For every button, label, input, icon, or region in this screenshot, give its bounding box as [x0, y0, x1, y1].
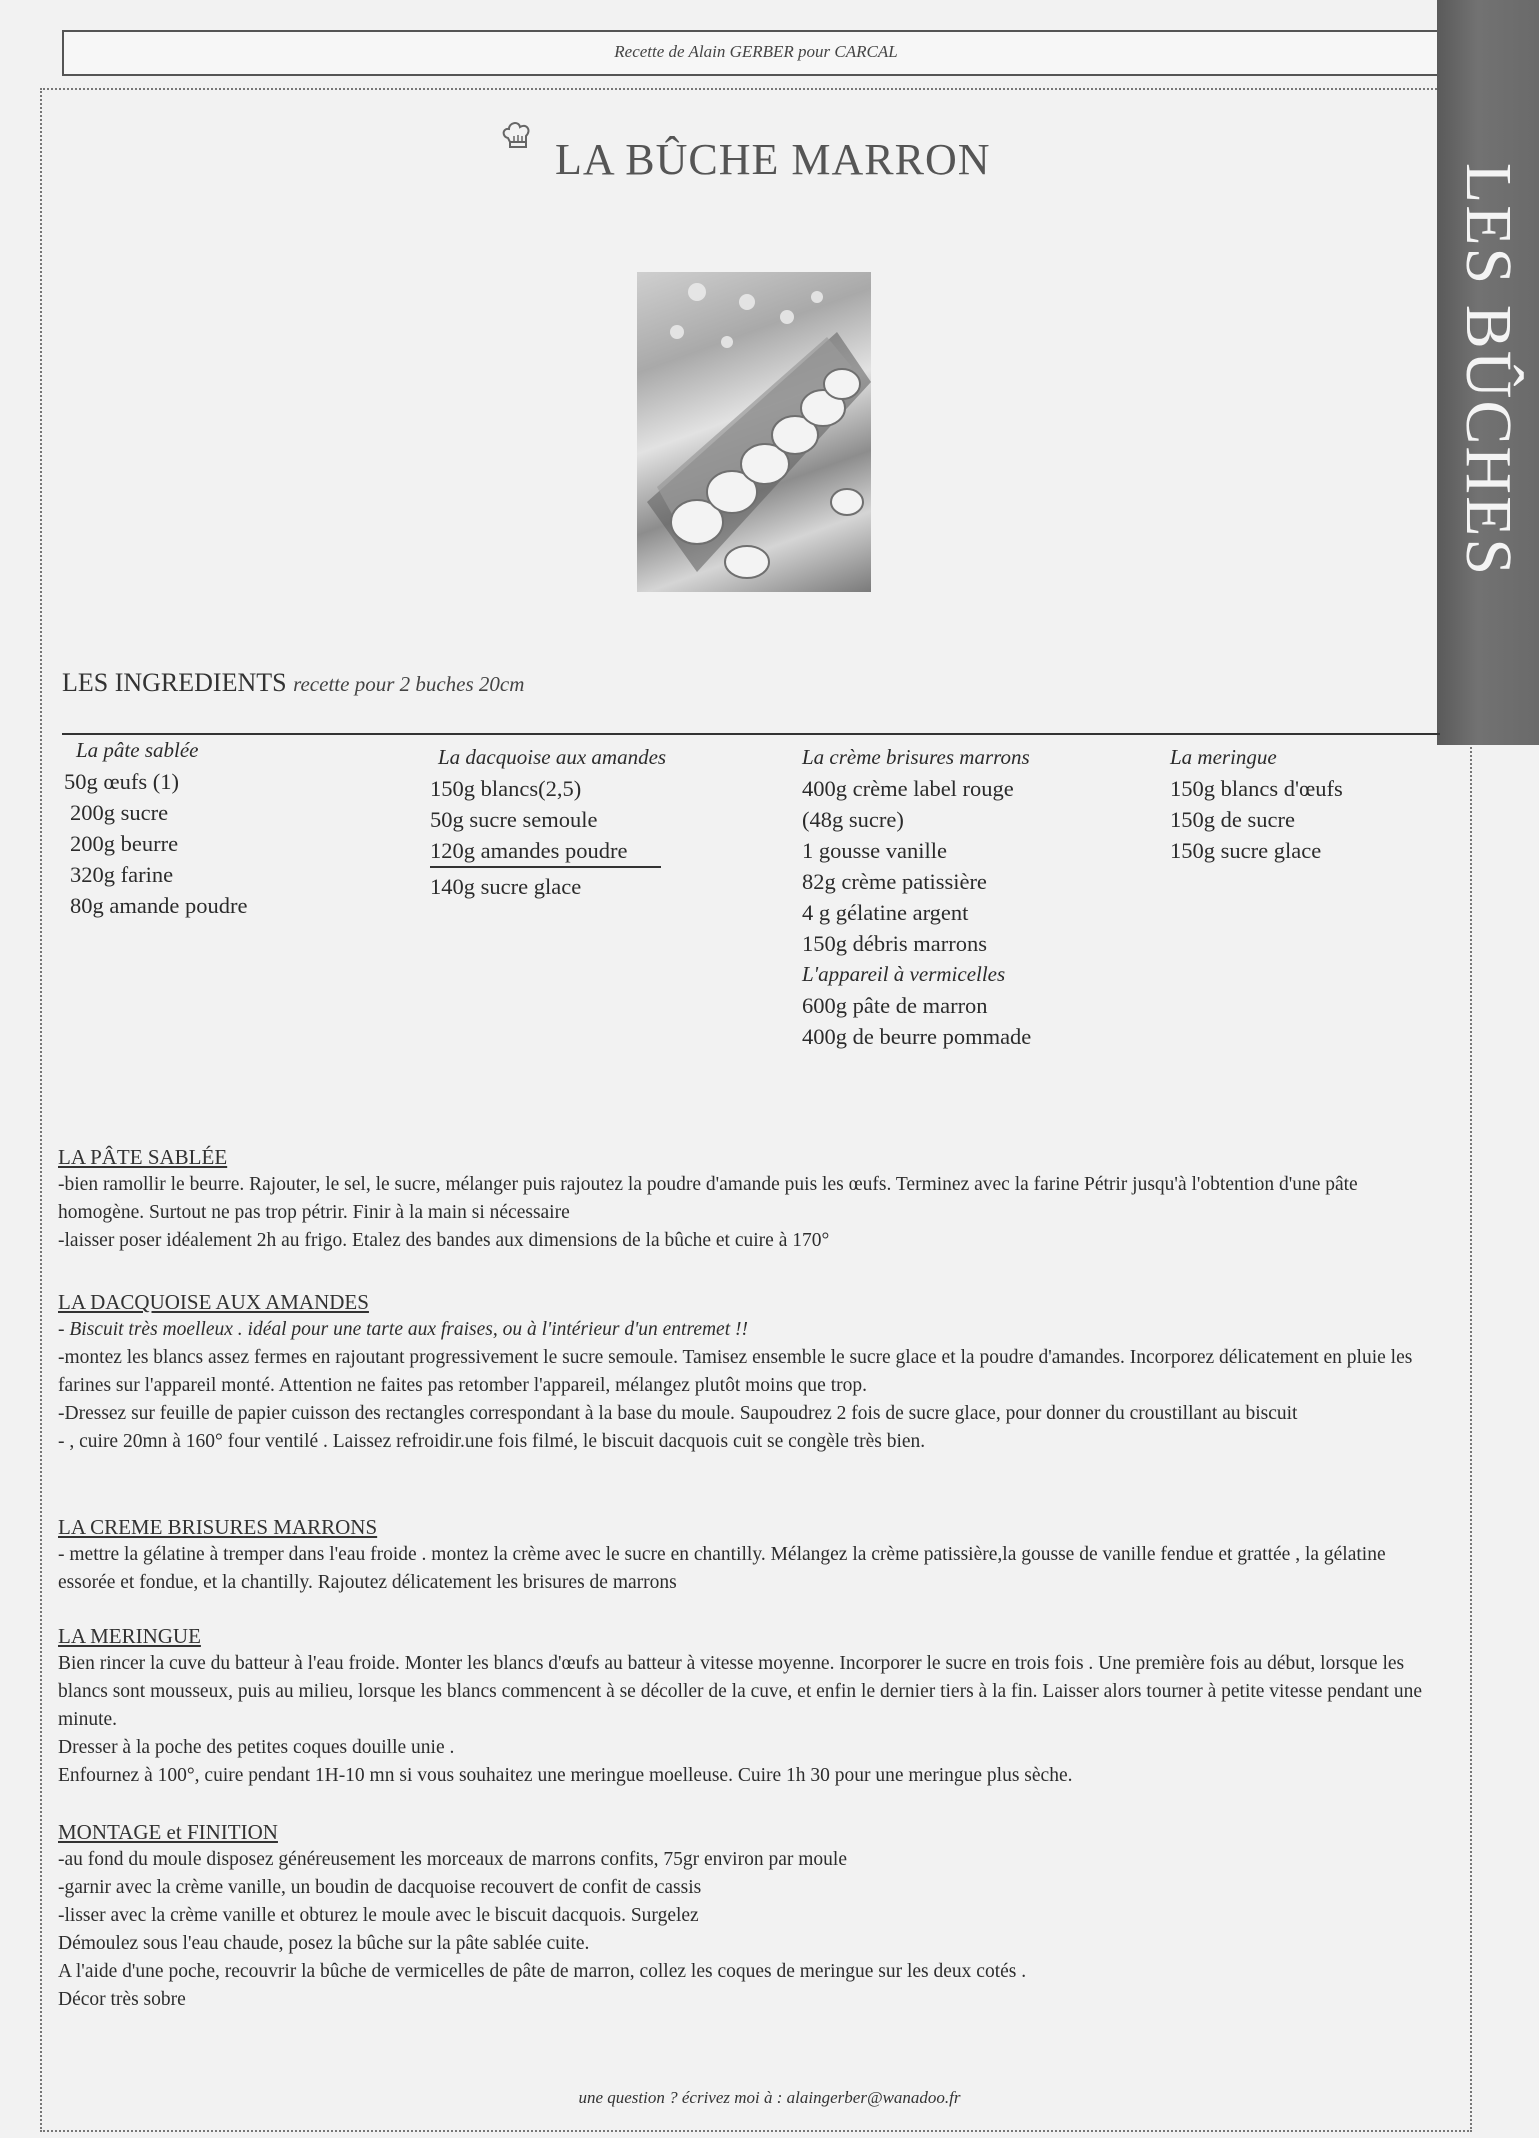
ingredient-item: 80g amande poudre: [70, 893, 248, 918]
section-line: Enfournez à 100°, cuire pendant 1H-10 mn si vous souhaitez une meringue moelleuse. Cuire 1h 30 pour une meringue plus sèche.: [58, 1765, 1073, 1786]
section-line: -au fond du moule disposez généreusement les morceaux de marrons confits, 75gr environ par moule: [58, 1849, 847, 1870]
section-line: -montez les blancs assez fermes en rajoutant progressivement le sucre semoule. Tamisez ensemble le sucre glace et la poudre d'amandes. Incorporez délicatement en pluie les farines sur l'appareil monté. Attention ne faites pas retomber l'appareil, mélangez plutôt moins que trop.: [58, 1347, 1413, 1396]
section-line: Démoulez sous l'eau chaude, posez la bûche sur la pâte sablée cuite.: [58, 1933, 590, 1954]
ingredient-item: 4 g gélatine argent: [802, 900, 969, 925]
section-line: -Dressez sur feuille de papier cuisson des rectangles correspondant à la base du moule. Saupoudrez 2 fois de sucre glace, pour donner du croustillant au biscuit: [58, 1403, 1298, 1424]
ingredient-item: 150g blancs(2,5): [430, 776, 582, 801]
section-line: - mettre la gélatine à tremper dans l'eau froide . montez la crème avec le sucre en chantilly. Mélangez la crème patissière,la gousse de vanille fendue et grattée , la gélatine essorée et fondue, et la chantilly. Rajoutez délicatement les brisures de marrons: [58, 1544, 1386, 1593]
column-title: La pâte sablée: [76, 738, 199, 762]
ingredient-item: 400g crème label rouge: [802, 776, 1014, 801]
section-line: Bien rincer la cuve du batteur à l'eau froide. Monter les blancs d'œufs au batteur à vitesse moyenne. Incorporer le sucre en trois fois . Une première fois au début, lorsque les blancs sont mousseux, puis au milieu, lorsque les blancs commencent à se décoller de la cuve, et enfin le dernier tiers à la fin. Laisser alors tourner à petite vitesse pendant une minute.: [58, 1653, 1423, 1730]
ingredient-item: 200g sucre: [70, 800, 169, 825]
header-text: Recette de Alain GERBER pour CARCAL: [614, 42, 898, 61]
section-montage: [58, 1818, 1438, 2014]
page-title: LA BÛCHE MARRON: [555, 135, 991, 184]
ingredient-item: 320g farine: [70, 862, 174, 887]
ingredient-item: 82g crème patissière: [802, 869, 987, 894]
section-meringue: [58, 1622, 1438, 1790]
section-line: - , cuire 20mn à 160° four ventilé . Laissez refroidir.une fois filmé, le biscuit dacquois cuit se congèle très bien.: [58, 1431, 926, 1452]
section-heading: LA MERINGUE: [58, 1624, 201, 1648]
section-line: -laisser poser idéalement 2h au frigo. Etalez des bandes aux dimensions de la bûche et cuire à 170°: [58, 1230, 830, 1251]
ingredient-item: 150g de sucre: [1170, 807, 1295, 832]
ingredients-title: LES INGREDIENTS: [62, 668, 287, 697]
footer-contact: une question ? écrivez moi à : alaingerber@wanadoo.fr: [578, 2088, 961, 2107]
ingredients-subtitle: recette pour 2 buches 20cm: [293, 672, 525, 696]
ingredients-divider: [62, 733, 1440, 735]
chef-hat-icon: [500, 118, 534, 152]
section-line: Dresser à la poche des petites coques douille unie .: [58, 1737, 455, 1758]
ingredient-column-meringue: [1170, 742, 1343, 866]
section-line: A l'aide d'une poche, recouvrir la bûche de vermicelles de pâte de marron, collez les coques de meringue sur les deux cotés .: [58, 1961, 1027, 1982]
section-line: -lisser avec la crème vanille et obturez le moule avec le biscuit dacquois. Surgelez: [58, 1905, 699, 1926]
section-heading: LA CREME BRISURES MARRONS: [58, 1515, 378, 1539]
side-tab-label: LES BÛCHES: [1452, 162, 1525, 578]
ingredient-item: (48g sucre): [802, 807, 904, 832]
section-creme-marrons: [58, 1513, 1438, 1597]
ingredient-item: 120g amandes poudre: [430, 835, 661, 868]
ingredient-item: 140g sucre glace: [430, 874, 582, 899]
cake-photo: [637, 272, 871, 592]
ingredient-item: 400g de beurre pommade: [802, 1024, 1032, 1049]
section-heading: MONTAGE et FINITION: [58, 1820, 278, 1844]
ingredient-item: 600g pâte de marron: [802, 993, 988, 1018]
ingredient-item: 150g débris marrons: [802, 931, 987, 956]
section-line: Décor très sobre: [58, 1989, 186, 2010]
section-pate-sablee: [58, 1143, 1438, 1255]
section-heading: LA PÂTE SABLÉE: [58, 1145, 228, 1169]
section-intro: - Biscuit très moelleux . idéal pour une tarte aux fraises, ou à l'intérieur d'un entremet !!: [58, 1319, 748, 1340]
section-dacquoise: [58, 1288, 1438, 1456]
column-title: La crème brisures marrons: [802, 745, 1030, 769]
ingredients-heading: [62, 668, 524, 698]
column-title: La dacquoise aux amandes: [438, 745, 667, 769]
ingredient-item: 50g sucre semoule: [430, 807, 598, 832]
section-line: -bien ramollir le beurre. Rajouter, le sel, le sucre, mélanger puis rajoutez la poudre d'amande puis les œufs. Terminez avec la farine Pétrir jusqu'à l'obtention d'une pâte homogène. Surtout ne pas trop pétrir. Finir à la main si nécessaire: [58, 1174, 1358, 1223]
column-subtitle: L'appareil à vermicelles: [802, 962, 1006, 986]
ingredient-item: 150g sucre glace: [1170, 838, 1322, 863]
ingredient-item: 1 gousse vanille: [802, 838, 947, 863]
ingredient-item: 150g blancs d'œufs: [1170, 776, 1343, 801]
ingredient-column-dacquoise: [430, 742, 666, 902]
section-line: -garnir avec la crème vanille, un boudin de dacquoise recouvert de confit de cassis: [58, 1877, 702, 1898]
header-banner: [62, 30, 1450, 76]
ingredient-column-creme-marrons: [802, 742, 1031, 1052]
ingredient-item: 200g beurre: [70, 831, 179, 856]
side-tab: [1437, 0, 1539, 745]
section-heading: LA DACQUOISE AUX AMANDES: [58, 1290, 369, 1314]
column-title: La meringue: [1170, 745, 1277, 769]
ingredient-column-pate-sablee: [64, 735, 247, 921]
ingredient-item: 50g œufs (1): [64, 769, 179, 794]
